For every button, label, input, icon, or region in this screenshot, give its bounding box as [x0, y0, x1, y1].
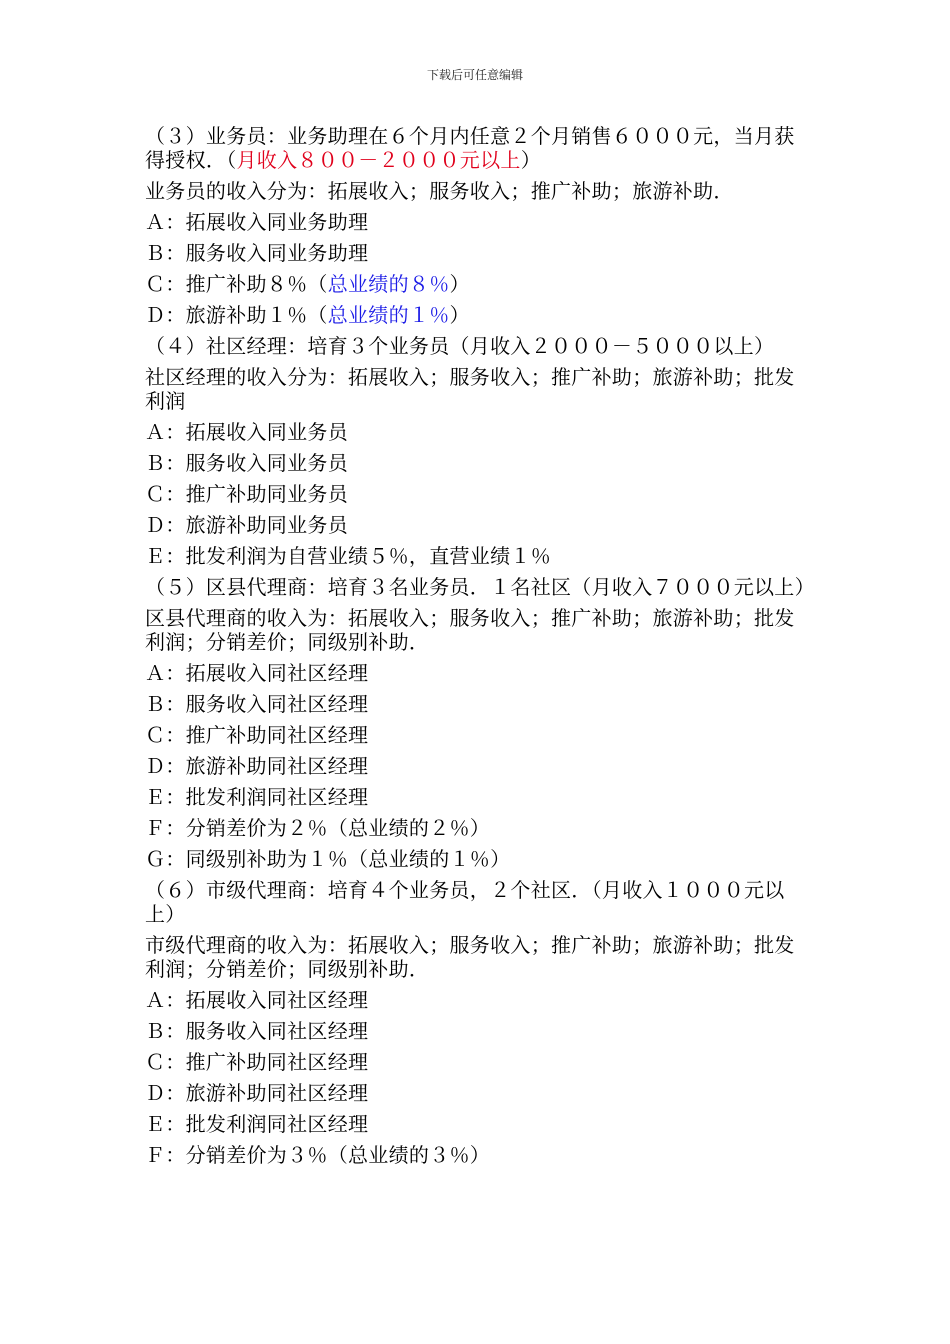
text-segment: ）	[449, 272, 470, 296]
text-segment: （５）区县代理商：培育３名业务员．１名社区（月收入７０００元以上）	[145, 575, 815, 599]
paragraph-line	[145, 575, 815, 599]
paragraph-line	[145, 933, 805, 981]
text-segment: Ｆ：分销差价为３％（总业绩的３％）	[145, 1143, 491, 1167]
text-segment: Ｂ：服务收入同业务助理	[145, 241, 369, 265]
paragraph-line	[145, 272, 805, 296]
text-segment: Ｂ：服务收入同社区经理	[145, 692, 369, 716]
text-segment: Ｄ：旅游补助同业务员	[145, 513, 348, 537]
text-segment: Ａ：拓展收入同社区经理	[145, 988, 369, 1012]
text-segment: Ｅ：批发利润为自营业绩５％，直营业绩１％	[145, 544, 551, 568]
text-segment: （３）业务员：业务助理在６个月内任意２个月销售６０００元，当月获得授权．（	[145, 124, 795, 172]
text-segment: Ｄ：旅游补助１％（	[145, 303, 328, 327]
paragraph-line	[145, 1143, 805, 1167]
paragraph-line	[145, 785, 805, 809]
paragraph-line	[145, 482, 805, 506]
paragraph-line	[145, 365, 805, 413]
paragraph-line	[145, 988, 805, 1012]
text-segment: Ｃ：推广补助同社区经理	[145, 1050, 369, 1074]
paragraph-line	[145, 210, 805, 234]
page-header: 下载后可任意编辑	[426, 68, 523, 82]
paragraph-line	[145, 334, 805, 358]
text-segment: ）	[520, 148, 542, 172]
paragraph-line	[145, 513, 805, 537]
text-segment: （６）市级代理商：培育４个业务员，２个社区．（月收入１０００元以上）	[145, 878, 785, 926]
paragraph-line	[145, 1081, 805, 1105]
paragraph-line	[145, 451, 805, 475]
text-segment: Ｂ：服务收入同业务员	[145, 451, 348, 475]
paragraph-line	[145, 124, 805, 172]
text-segment: Ｄ：旅游补助同社区经理	[145, 1081, 369, 1105]
paragraph-line	[145, 420, 805, 444]
paragraph-line	[145, 816, 805, 840]
paragraph-line	[145, 661, 805, 685]
paragraph-line	[145, 878, 805, 926]
paragraph-line	[145, 241, 805, 265]
text-segment: ）	[449, 303, 470, 327]
text-segment: Ｂ：服务收入同社区经理	[145, 1019, 369, 1043]
document-body	[145, 124, 815, 1174]
text-segment: Ａ：拓展收入同业务员	[145, 420, 348, 444]
paragraph-line	[145, 303, 805, 327]
text-segment: Ａ：拓展收入同业务助理	[145, 210, 369, 234]
paragraph-line	[145, 544, 805, 568]
text-segment: 市级代理商的收入为：拓展收入；服务收入；推广补助；旅游补助；批发利润；分销差价；同级别补助．	[145, 933, 795, 981]
paragraph-line	[145, 847, 805, 871]
paragraph-line	[145, 754, 805, 778]
text-segment: Ｃ：推广补助同业务员	[145, 482, 348, 506]
paragraph-line	[145, 1019, 805, 1043]
paragraph-line	[145, 179, 805, 203]
text-segment: Ｃ：推广补助同社区经理	[145, 723, 369, 747]
text-segment: Ｆ：分销差价为２％（总业绩的２％）	[145, 816, 491, 840]
text-segment: Ｅ：批发利润同社区经理	[145, 1112, 369, 1136]
highlighted-text: 总业绩的１％	[327, 303, 450, 327]
text-segment: （４）社区经理：培育３个业务员（月收入２０００－５０００以上）	[145, 334, 775, 358]
paragraph-line	[145, 692, 805, 716]
text-segment: Ｄ：旅游补助同社区经理	[145, 754, 369, 778]
paragraph-line	[145, 606, 805, 654]
paragraph-line	[145, 1112, 805, 1136]
text-segment: Ｇ：同级别补助为１％（总业绩的１％）	[145, 847, 511, 871]
text-segment: Ｅ：批发利润同社区经理	[145, 785, 369, 809]
text-segment: 社区经理的收入分为：拓展收入；服务收入；推广补助；旅游补助；批发利润	[145, 365, 795, 413]
paragraph-line	[145, 723, 805, 747]
paragraph-line	[145, 1050, 805, 1074]
text-segment: Ｃ：推广补助８％（	[145, 272, 328, 296]
text-segment: Ａ：拓展收入同社区经理	[145, 661, 369, 685]
text-segment: 业务员的收入分为：拓展收入；服务收入；推广补助；旅游补助．	[145, 179, 734, 203]
text-segment: 区县代理商的收入为：拓展收入；服务收入；推广补助；旅游补助；批发利润；分销差价；同级别补助．	[145, 606, 795, 654]
highlighted-text: 总业绩的８％	[327, 272, 450, 296]
highlighted-text: 月收入８００－２０００元以上	[236, 148, 521, 172]
